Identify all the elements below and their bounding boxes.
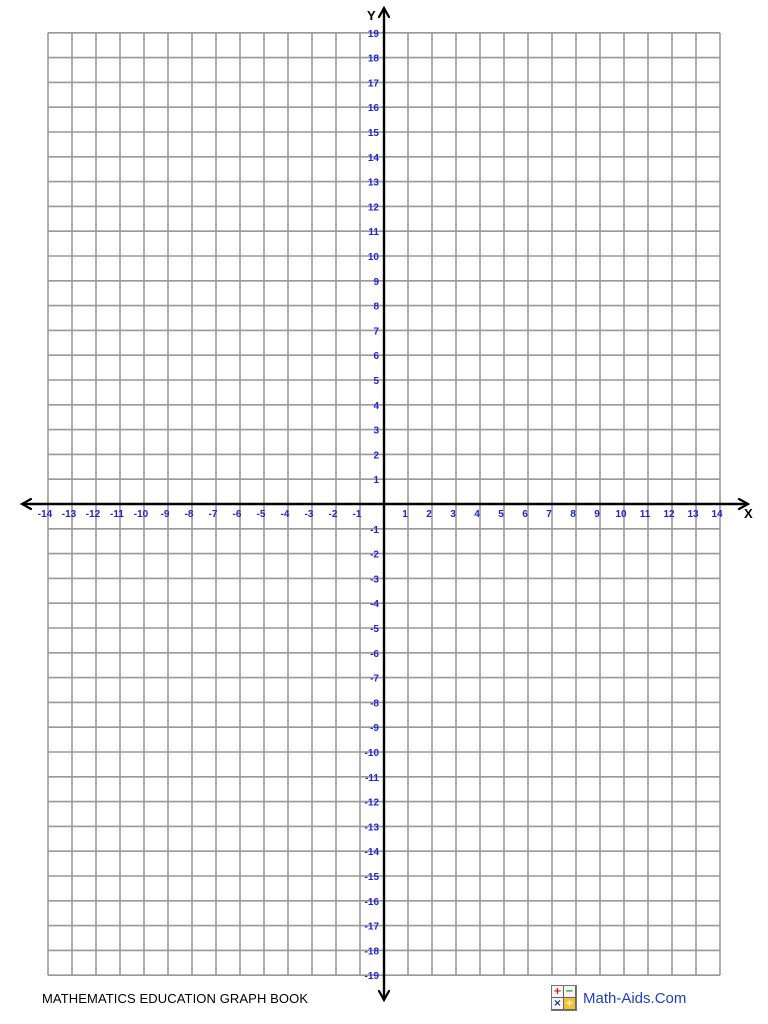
y-tick-label: -16 [364,896,379,908]
x-tick-label: -6 [232,509,242,520]
y-tick-label: 14 [367,152,379,164]
x-tick-label: 8 [570,509,576,520]
x-tick-label: -1 [352,509,362,520]
y-tick-label: 9 [373,276,379,288]
y-tick-label: -1 [370,524,379,536]
y-tick-label: 8 [373,301,379,313]
y-axis-tick-labels [365,29,380,982]
brand-link[interactable] [551,985,686,1011]
y-tick-label: -5 [370,624,379,635]
y-tick-label: -13 [364,822,379,834]
times-glyph: × [553,997,562,1009]
y-tick-label: -10 [364,748,379,759]
x-tick-label: 10 [615,509,627,520]
y-tick-label: -4 [370,599,379,611]
plus-glyph: + [553,985,562,997]
x-tick-label: -8 [184,509,194,520]
y-tick-label: 5 [373,376,379,387]
graph-book-title: MATHEMATICS EDUCATION GRAPH BOOK [42,991,309,1006]
x-tick-label: 1 [402,509,408,520]
y-tick-label: -7 [370,673,379,685]
y-tick-label: 12 [367,202,379,214]
y-tick-label: -8 [370,698,379,710]
y-tick-label: -17 [364,921,379,933]
y-tick-label: -18 [364,946,379,958]
x-tick-label: 14 [711,509,723,520]
x-tick-label: -3 [304,509,314,520]
y-tick-label: 4 [373,400,379,412]
y-tick-label: 19 [367,28,379,40]
x-tick-label: -14 [37,509,53,520]
y-tick-label: -14 [364,847,379,859]
y-tick-label: 13 [367,177,379,189]
y-tick-label: 10 [367,252,379,263]
minus-glyph: − [565,985,574,997]
y-tick-label: 15 [367,128,379,139]
y-tick-label: 11 [368,227,379,239]
divide-glyph: ÷ [565,997,574,1009]
x-tick-label: 5 [498,509,504,520]
x-tick-label: 4 [474,509,480,520]
x-tick-label: -7 [208,509,218,520]
y-tick-label: -19 [364,971,379,983]
x-tick-label: 11 [639,509,651,520]
y-tick-label: 6 [373,351,379,363]
y-tick-label: 2 [373,450,379,462]
y-tick-label: -11 [365,772,379,784]
y-axis-label: Y [367,8,376,23]
x-tick-label: -13 [61,509,77,520]
y-tick-label: 1 [373,475,379,487]
y-tick-label: 7 [373,326,379,338]
x-axis-label: X [744,506,753,521]
y-tick-label: -6 [370,648,379,660]
x-tick-label: -9 [160,509,170,520]
x-tick-label: 7 [546,509,552,520]
x-tick-label: 9 [594,509,600,520]
brand-name[interactable]: Math-Aids.Com [583,989,687,1007]
y-tick-label: -15 [364,872,379,883]
x-tick-label: 12 [663,509,675,520]
x-tick-label: -11 [110,509,124,520]
x-tick-label: 6 [522,509,528,520]
y-tick-label: -9 [370,723,379,735]
x-tick-label: 13 [687,509,699,520]
x-axis-tick-labels [38,509,723,520]
calculator-icon [551,985,577,1011]
y-tick-label: 17 [367,78,379,90]
y-tick-label: -12 [364,797,379,809]
y-tick-label: 3 [373,425,379,437]
y-tick-label: -2 [370,549,379,561]
x-tick-label: 3 [450,509,456,520]
y-tick-label: -3 [370,574,379,586]
x-tick-label: -5 [256,509,266,520]
y-tick-label: 16 [367,103,379,115]
x-tick-label: -4 [280,509,290,520]
y-tick-label: 18 [367,53,379,65]
x-tick-label: -10 [133,509,149,520]
x-tick-label: -12 [85,509,101,520]
x-tick-label: 2 [426,509,432,520]
x-tick-label: -2 [328,509,338,520]
